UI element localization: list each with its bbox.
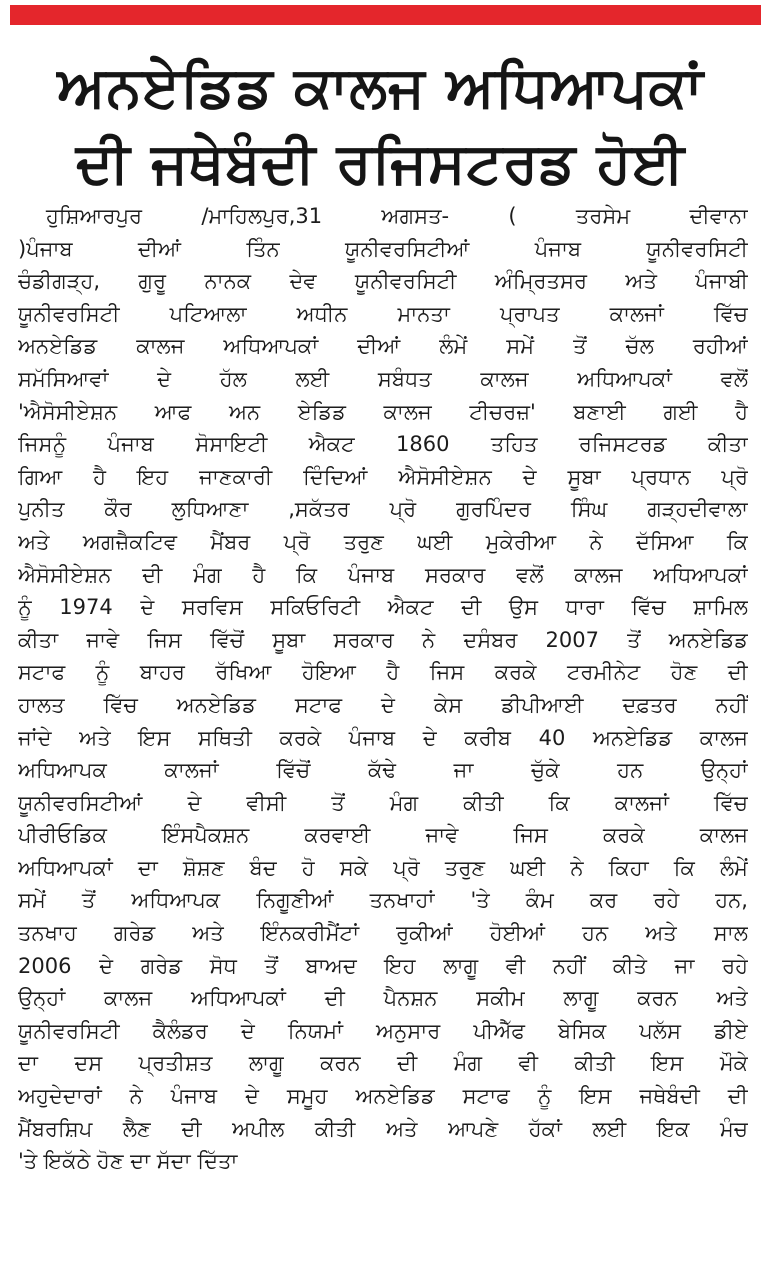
article-line: ਯੂਨੀਵਰਸਿਟੀਆਂ ਦੇ ਵੀਸੀ ਤੋਂ ਮੰਗ ਕੀਤੀ ਕਿ ਕਾਲਜਾਂ ਵਿੱਚ [18,790,748,815]
headline-line-1: ਅਨਏਡਿਡ ਕਾਲਜ ਅਧਿਆਪਕਾਂ [57,55,704,120]
article-line: ਹੁਸ਼ਿਆਰਪੁਰ /ਮਾਹਿਲਪੁਰ,31 ਅਗਸਤ- ( ਤਰਸੇਮ ਦੀਵਾਨਾ [46,204,748,228]
article-line: ਅਧਿਆਪਕਾਂ ਦਾ ਸ਼ੋਸ਼ਣ ਬੰਦ ਹੋ ਸਕੇ ਪ੍ਰੋ ਤਰੁਣ ਘਈ ਨੇ ਕਿਹਾ ਕਿ ਲੰਮੇਂ [18,855,748,880]
article-line: ਅਧਿਆਪਕ ਕਾਲਜਾਂ ਵਿੱਚੋਂ ਕੱਢੇ ਜਾ ਚੁੱਕੇ ਹਨ ਉਨ੍ਹਾਂ [18,758,748,783]
article-line: ਸਮੱਸਿਆਵਾਂ ਦੇ ਹੱਲ ਲਈ ਸਬੰਧਤ ਕਾਲਜ ਅਧਿਆਪਕਾਂ ਵਲੋਂ [18,366,748,391]
article-line: ਯੂਨੀਵਰਸਿਟੀ ਕੈਲੰਡਰ ਦੇ ਨਿਯਮਾਂ ਅਨੁਸਾਰ ਪੀਐੱਫ ਬੇਸਿਕ ਪਲੱਸ ਡੀਏ [18,1018,748,1043]
article-line: ਹਾਲਤ ਵਿੱਚ ਅਨਏਡਿਡ ਸਟਾਫ ਦੇ ਕੇਸ ਡੀਪੀਆਈ ਦਫ਼ਤਰ ਨਹੀਂ [18,692,748,717]
article-body [18,200,748,1178]
headline-line-2: ਦੀ ਜਥੇਬੰਦੀ ਰਜਿਸਟਰਡ ਹੋਈ [75,131,686,196]
article-line: ਮੈਂਬਰਸ਼ਿਪ ਲੈਣ ਦੀ ਅਪੀਲ ਕੀਤੀ ਅਤੇ ਆਪਣੇ ਹੱਕਾਂ ਲਈ ਇਕ ਮੰਚ [18,1116,748,1141]
article-line: ਜਿਸਨੂੰ ਪੰਜਾਬ ਸੋਸਾਇਟੀ ਐਕਟ 1860 ਤਹਿਤ ਰਜਿਸਟਰਡ ਕੀਤਾ [18,432,748,457]
article-line: ਜਾਂਦੇ ਅਤੇ ਇਸ ਸਥਿਤੀ ਕਰਕੇ ਪੰਜਾਬ ਦੇ ਕਰੀਬ 40 ਅਨਏਡਿਡ ਕਾਲਜ [18,725,748,750]
article-line: ਅਨਏਡਿਡ ਕਾਲਜ ਅਧਿਆਪਕਾਂ ਦੀਆਂ ਲੰਮੇਂ ਸਮੇਂ ਤੋਂ ਚੱਲ ਰਹੀਆਂ [18,334,748,359]
article-line: ਤਨਖਾਹ ਗਰੇਡ ਅਤੇ ਇੰਨਕਰੀਮੈਂਟਾਂ ਰੁਕੀਆਂ ਹੋਈਆਂ ਹਨ ਅਤੇ ਸਾਲ [18,921,748,946]
headline [0,50,761,202]
article-line: ਸਟਾਫ ਨੂੰ ਬਾਹਰ ਰੱਖਿਆ ਹੋਇਆ ਹੈ ਜਿਸ ਕਰਕੇ ਟਰਮੀਨੇਟ ਹੋਣ ਦੀ [18,660,748,685]
article-line: 'ਤੇ ਇਕੱਠੇ ਹੋਣ ਦਾ ਸੱਦਾ ਦਿੱਤਾ [18,1149,238,1174]
article-line: )ਪੰਜਾਬ ਦੀਆਂ ਤਿੰਨ ਯੂਨੀਵਰਸਿਟੀਆਂ ਪੰਜਾਬ ਯੂਨੀਵਰਸਿਟੀ [18,236,748,261]
article-line: ਉਨ੍ਹਾਂ ਕਾਲਜ ਅਧਿਆਪਕਾਂ ਦੀ ਪੈਨਸ਼ਨ ਸਕੀਮ ਲਾਗੂ ਕਰਨ ਅਤੇ [18,986,748,1011]
article-line: ਨੂੰ 1974 ਦੇ ਸਰਵਿਸ ਸਕਿਓਰਿਟੀ ਐਕਟ ਦੀ ਉਸ ਧਾਰਾ ਵਿੱਚ ਸ਼ਾਮਿਲ [18,595,748,620]
article-line: ਪੁਨੀਤ ਕੌਰ ਲੁਧਿਆਣਾ ,ਸਕੱਤਰ ਪ੍ਰੋ ਗੁਰਪਿੰਦਰ ਸਿੰਘ ਗੜ੍ਹਦੀਵਾਲਾ [18,497,748,522]
article-line: ਪੀਰੀਓਡਿਕ ਇੰਸਪੈਕਸ਼ਨ ਕਰਵਾਈ ਜਾਵੇ ਜਿਸ ਕਰਕੇ ਕਾਲਜ [18,823,748,848]
article-line: ਗਿਆ ਹੈ ਇਹ ਜਾਣਕਾਰੀ ਦਿੰਦਿਆਂ ਐਸੋਸੀਏਸ਼ਨ ਦੇ ਸੂਬਾ ਪ੍ਰਧਾਨ ਪ੍ਰੋ [18,464,748,489]
article-line: ਸਮੇਂ ਤੋਂ ਅਧਿਆਪਕ ਨਿਗੂਣੀਆਂ ਤਨਖਾਹਾਂ 'ਤੇ ਕੰਮ ਕਰ ਰਹੇ ਹਨ, [18,888,748,913]
article-line: ਦਾ ਦਸ ਪ੍ਰਤੀਸ਼ਤ ਲਾਗੂ ਕਰਨ ਦੀ ਮੰਗ ਵੀ ਕੀਤੀ ਇਸ ਮੌਕੇ [18,1051,748,1076]
article-line: ਐਸੋਸੀਏਸ਼ਨ ਦੀ ਮੰਗ ਹੈ ਕਿ ਪੰਜਾਬ ਸਰਕਾਰ ਵਲੋਂ ਕਾਲਜ ਅਧਿਆਪਕਾਂ [18,562,748,587]
article-line: ਅਤੇ ਅਗਜ਼ੈਕਟਿਵ ਮੈਂਬਰ ਪ੍ਰੋ ਤਰੁਣ ਘਈ ਮੁਕੇਰੀਆ ਨੇ ਦੱਸਿਆ ਕਿ [18,529,748,554]
article-line: ਕੀਤਾ ਜਾਵੇ ਜਿਸ ਵਿੱਚੋਂ ਸੂਬਾ ਸਰਕਾਰ ਨੇ ਦਸੰਬਰ 2007 ਤੋਂ ਅਨਏਡਿਡ [18,627,748,652]
article-line: ਚੰਡੀਗੜ੍ਹ, ਗੁਰੂ ਨਾਨਕ ਦੇਵ ਯੂਨੀਵਰਸਿਟੀ ਅੰਮ੍ਰਿਤਸਰ ਅਤੇ ਪੰਜਾਬੀ [18,269,748,294]
top-accent-bar [10,5,761,25]
article-line: 2006 ਦੇ ਗਰੇਡ ਸੋਧ ਤੋਂ ਬਾਅਦ ਇਹ ਲਾਗੂ ਵੀ ਨਹੀਂ ਕੀਤੇ ਜਾ ਰਹੇ [18,953,748,978]
article-line: ਅਹੁਦੇਦਾਰਾਂ ਨੇ ਪੰਜਾਬ ਦੇ ਸਮੂਹ ਅਨਏਡਿਡ ਸਟਾਫ ਨੂੰ ਇਸ ਜਥੇਬੰਦੀ ਦੀ [18,1084,748,1109]
article-line: ਯੂਨੀਵਰਸਿਟੀ ਪਟਿਆਲਾ ਅਧੀਨ ਮਾਨਤਾ ਪ੍ਰਾਪਤ ਕਾਲਜਾਂ ਵਿੱਚ [18,301,748,326]
article-line: 'ਐਸੋਸੀਏਸ਼ਨ ਆਫ ਅਨ ਏਡਿਡ ਕਾਲਜ ਟੀਚਰਜ਼' ਬਣਾਈ ਗਈ ਹੈ [18,399,748,424]
